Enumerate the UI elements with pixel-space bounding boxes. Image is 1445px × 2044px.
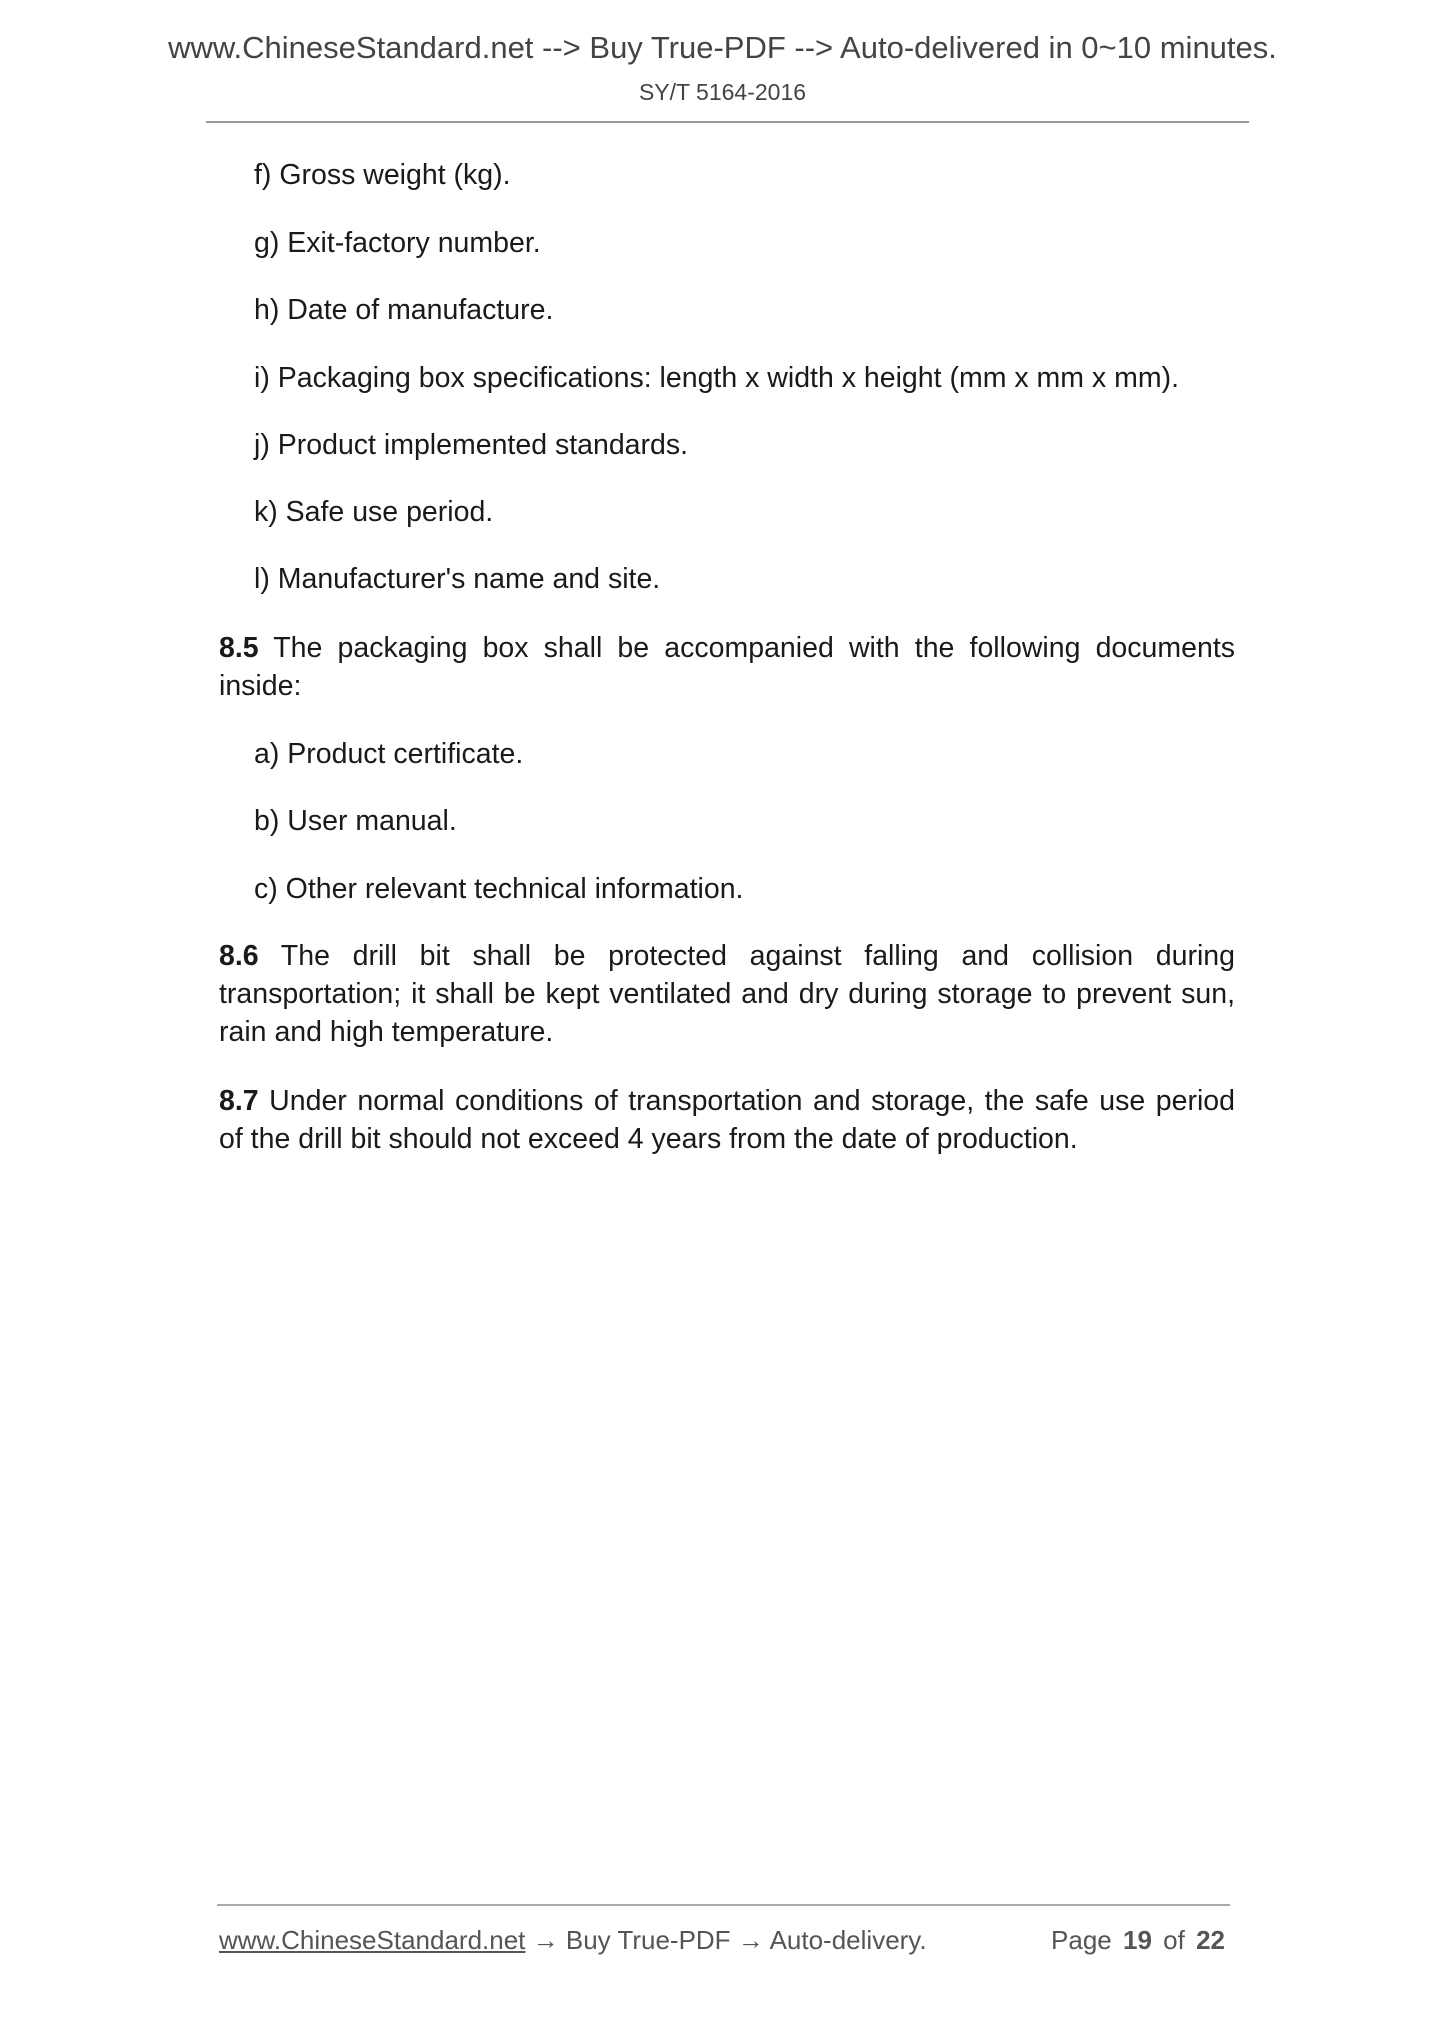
page-indicator	[1051, 1925, 1225, 1956]
list-item: h) Date of manufacture.	[254, 294, 554, 326]
footer-tagline: → Buy True-PDF → Auto-delivery.	[525, 1925, 927, 1955]
page-label: Page	[1051, 1925, 1112, 1955]
list-item: j) Product implemented standards.	[254, 429, 689, 461]
section-8-6	[219, 937, 1235, 1051]
section-number: 8.6	[219, 940, 259, 972]
list-item: b) User manual.	[254, 805, 457, 837]
header-divider	[206, 121, 1249, 123]
section-8-5	[219, 629, 1235, 705]
section-number: 8.5	[219, 632, 259, 664]
list-item: k) Safe use period.	[254, 496, 494, 528]
of-label: of	[1163, 1925, 1185, 1955]
footer-divider	[217, 1904, 1230, 1906]
page-number: 19	[1123, 1925, 1152, 1955]
footer-text	[219, 1925, 927, 1956]
section-number: 8.7	[219, 1085, 259, 1117]
section-8-7	[219, 1082, 1235, 1158]
list-item: f) Gross weight (kg).	[254, 159, 511, 191]
section-text: The drill bit shall be protected against falling and collision during transportation; it shall be kept ventilated and dry during storage to prevent sun, rain and high temperature.	[219, 940, 1235, 1048]
section-text: The packaging box shall be accompanied with the following documents inside:	[219, 632, 1235, 702]
list-item: a) Product certificate.	[254, 738, 524, 770]
list-item: l) Manufacturer's name and site.	[254, 563, 661, 595]
section-text: Under normal conditions of transportation and storage, the safe use period of the drill bit should not exceed 4 years from the date of production.	[219, 1085, 1235, 1155]
list-item: c) Other relevant technical information.	[254, 873, 744, 905]
list-item: i) Packaging box specifications: length x width x height (mm x mm x mm).	[254, 362, 1179, 394]
page-total: 22	[1196, 1925, 1225, 1955]
list-item: g) Exit-factory number.	[254, 227, 541, 259]
standard-code: SY/T 5164-2016	[638, 79, 807, 105]
header-banner: www.ChineseStandard.net --> Buy True-PDF --> Auto-delivered in 0~10 minutes.	[168, 30, 1277, 65]
footer-link[interactable]: www.ChineseStandard.net	[219, 1925, 526, 1955]
